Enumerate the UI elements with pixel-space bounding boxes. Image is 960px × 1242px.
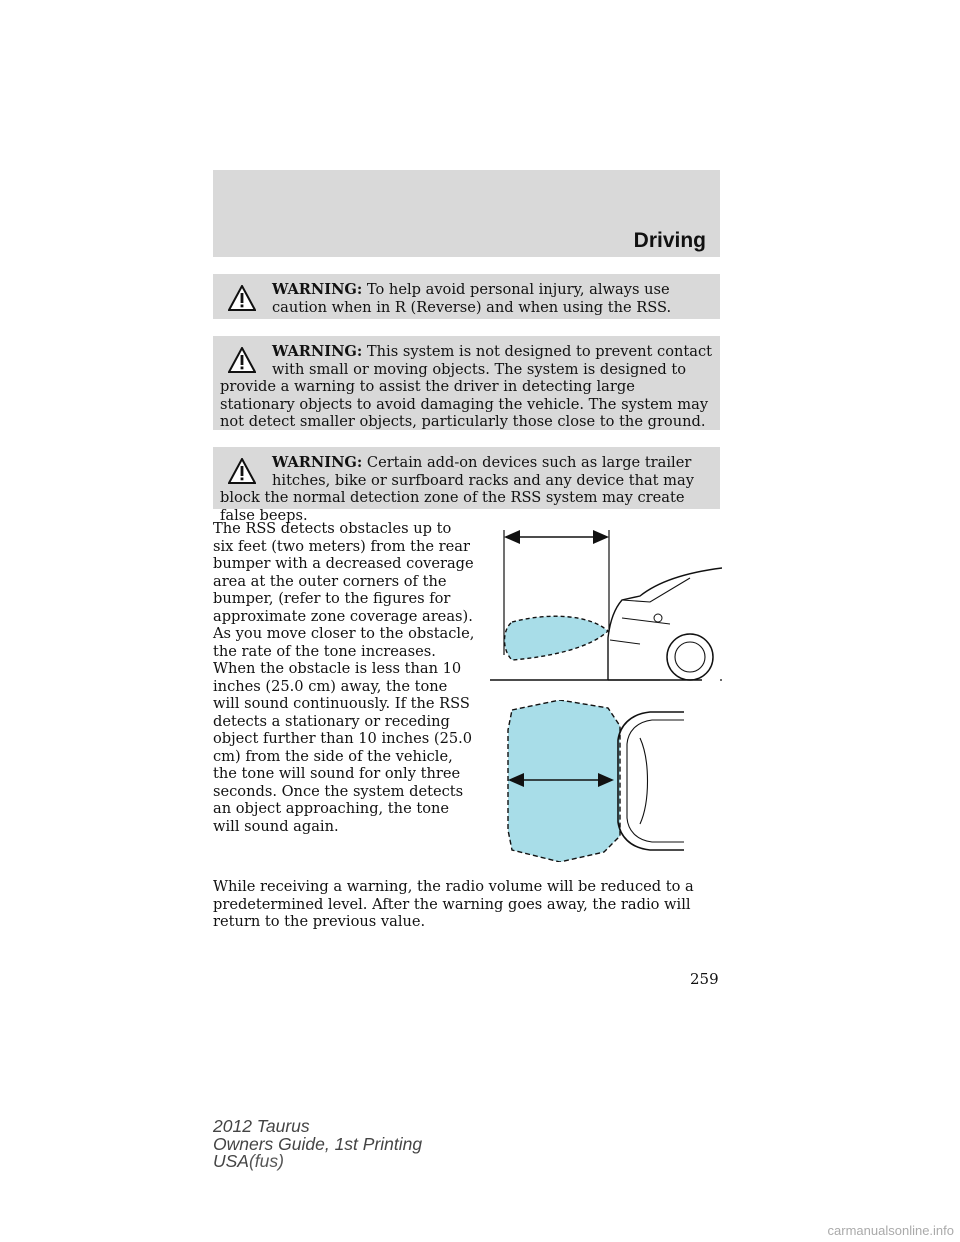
- warning-label: WARNING:: [272, 281, 363, 298]
- warning-triangle-icon: [228, 285, 256, 311]
- warning-triangle-icon: [228, 458, 256, 484]
- warning-triangle-icon: [228, 347, 256, 373]
- section-header-band: [213, 170, 720, 257]
- radio-volume-paragraph: While receiving a warning, the radio volume will be reduced to a predetermined level. After the warning goes away, the radio will return to the previous value.: [213, 878, 694, 930]
- section-title: Driving: [633, 229, 706, 252]
- page-number: 259: [690, 970, 719, 988]
- warning-label: WARNING:: [272, 343, 363, 360]
- footer-line-1: 2012 Taurus: [213, 1116, 310, 1136]
- warning-text: This system is not designed to prevent contact with small or moving objects. The system is designed to provide a warning to assist the driver in detecting large stationary objects to avoid damaging the vehicle. The system may not detect smaller objects, particularly those close to the ground.: [220, 343, 713, 430]
- warning-box: [213, 447, 720, 524]
- warning-box: [213, 336, 720, 430]
- rss-description-paragraph: The RSS detects obstacles up to six feet (two meters) from the rear bumper with a decreased coverage area at the outer corners of the bumper, (refer to the figures for approximate zone coverage areas). As you move closer to the obstacle, the rate of the tone increases. When the obstacle is less than 10 inches (25.0 cm) away, the tone will sound continuously. If the RSS detects a stationary or receding object further than 10 inches (25.0 cm) from the side of the vehicle, the tone will sound for only three seconds. Once the system detects an object approaching, the tone will sound again.: [213, 520, 475, 835]
- footer: [213, 1118, 422, 1171]
- warning-text: To help avoid personal injury, always use caution when in R (Reverse) and when using the RSS.: [272, 281, 672, 316]
- footer-code: (fus): [248, 1151, 284, 1171]
- side-view-detection-figure: [490, 520, 722, 688]
- top-view-detection-figure: [490, 700, 690, 862]
- footer-region: USA: [213, 1151, 249, 1171]
- warning-label: WARNING:: [272, 454, 363, 471]
- watermark: carmanualsonline.info: [827, 1223, 954, 1238]
- footer-line-3: [213, 1153, 422, 1171]
- warning-box: [213, 274, 720, 319]
- warning-text: Certain add-on devices such as large trailer hitches, bike or surfboard racks and any device that may block the normal detection zone of the RSS system may create false beeps.: [220, 454, 694, 524]
- footer-line-2: Owners Guide, 1st Printing: [213, 1133, 423, 1154]
